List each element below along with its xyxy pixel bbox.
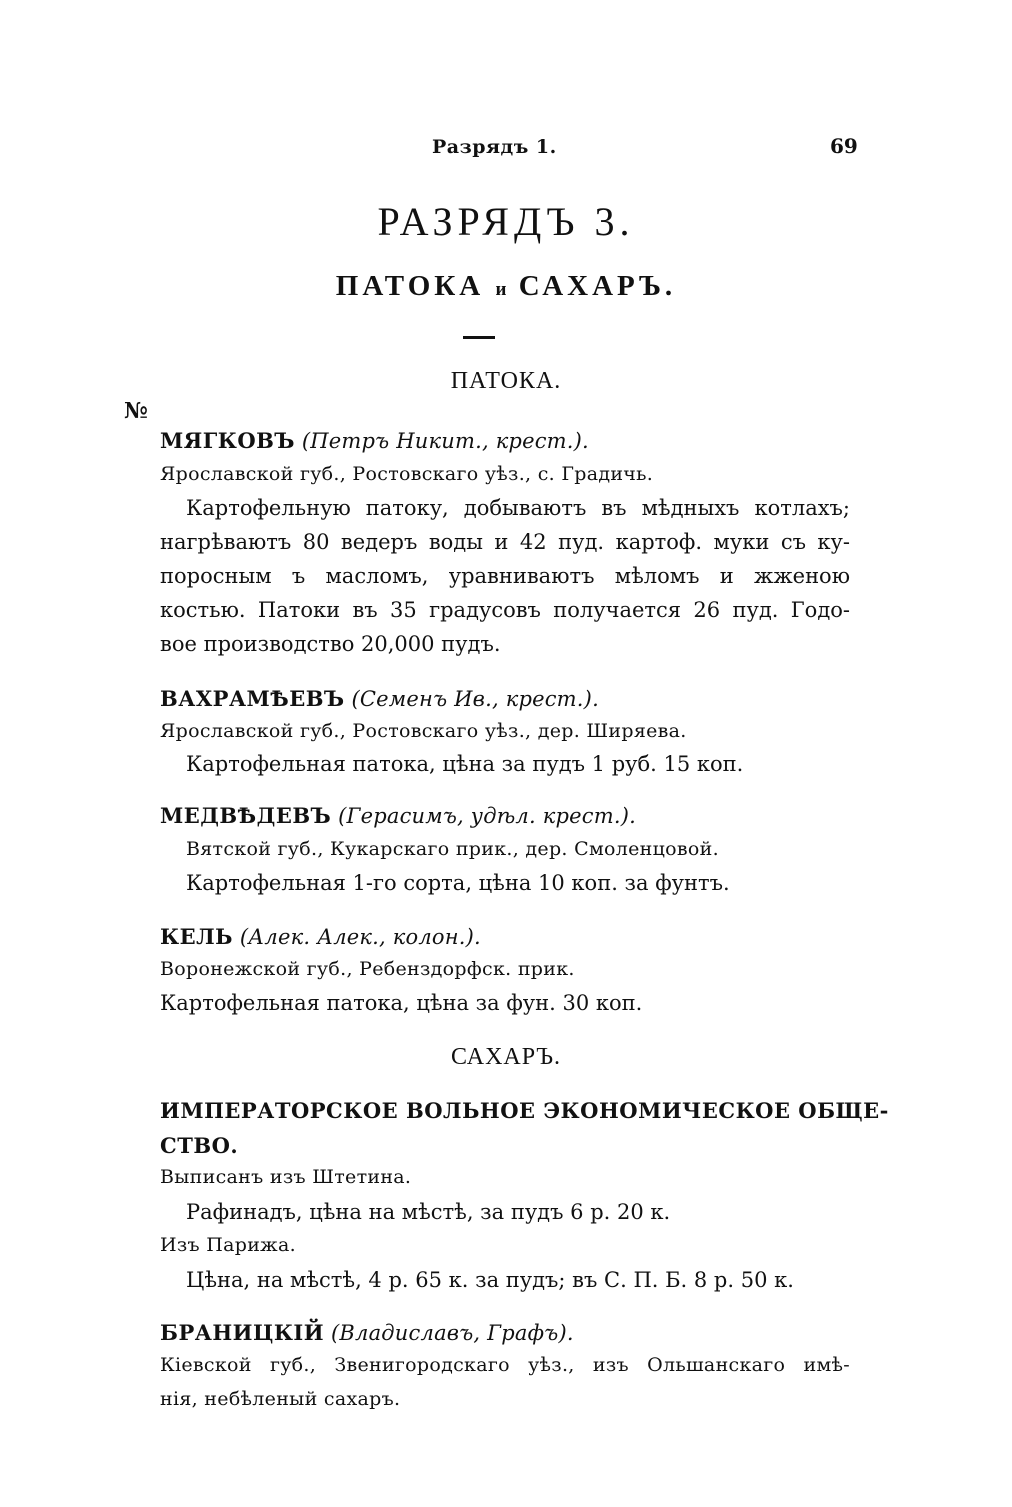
entry-location: Ярославской губ., Ростовскаго уѣз., дер. Ширяева. — [160, 720, 687, 742]
entry-location: нія, небѣленый сахаръ. — [160, 1388, 401, 1410]
entry-detail: (Петръ Никит., крест.). — [301, 429, 589, 453]
society-name-line-1: ИМПЕРАТОРСКОЕ ВОЛЬНОЕ ЭКОНОМИЧЕСКОЕ ОБЩЕ- — [160, 1098, 889, 1123]
entry-name-myagkov — [160, 428, 589, 453]
society-name-line-2: СТВО. — [160, 1133, 239, 1158]
description-line: костью. Патоки въ 35 градусовъ получается 26 пуд. Годо- — [160, 598, 850, 622]
entry-detail: (Алек. Алек., колон.). — [239, 925, 481, 949]
entry-surname: ВАХРАМѢЕВЪ — [160, 686, 345, 711]
section-subtitle — [0, 270, 1012, 303]
subtitle-word-1: ПАТОКА — [335, 270, 485, 302]
entry-name-medvedev — [160, 803, 636, 828]
entry-item: Цѣна, на мѣстѣ, 4 р. 65 к. за пудъ; въ С. П. Б. 8 р. 50 к. — [186, 1268, 794, 1292]
entry-name-society-line-2 — [160, 1133, 238, 1158]
entry-item: Рафинадъ, цѣна на мѣстѣ, за пудъ 6 р. 20 к. — [186, 1200, 671, 1224]
running-head: Разрядъ 1. — [432, 136, 557, 158]
entry-name-kel — [160, 924, 481, 949]
entry-source: Выписанъ изъ Штетина. — [160, 1166, 412, 1188]
description-line: поросным ъ масломъ, уравниваютъ мѣломъ и жженою — [160, 564, 850, 588]
entry-location: Кіевской губ., Звенигородскаго уѣз., изъ Ольшанскаго имѣ- — [160, 1354, 850, 1376]
entry-description: Картофельная патока, цѣна за пудъ 1 руб. 15 коп. — [186, 752, 744, 776]
entry-surname: МЯГКОВЪ — [160, 428, 295, 453]
section-title: РАЗРЯДЪ 3. — [377, 199, 635, 244]
subtitle-word-2: САХАРЪ. — [518, 270, 677, 302]
description-line: нагрѣваютъ 80 ведеръ воды и 42 пуд. картоф. муки съ ку- — [160, 530, 850, 554]
patoka-heading: ПАТОКА. — [450, 368, 562, 394]
entry-name-society — [160, 1098, 889, 1123]
description-line: вое производство 20,000 пудъ. — [160, 632, 501, 656]
entry-location: Вятской губ., Кукарскаго прик., дер. Смоленцовой. — [186, 838, 719, 860]
number-sign: № — [124, 398, 148, 424]
entry-detail: (Владиславъ, Графъ). — [330, 1321, 574, 1345]
page-number: 69 — [830, 134, 858, 158]
description-line: Картофельную патоку, добываютъ въ мѣдныхъ котлахъ; — [186, 496, 850, 520]
entry-surname: КЕЛЬ — [160, 924, 234, 949]
divider-dash — [463, 336, 495, 339]
entry-source: Изъ Парижа. — [160, 1234, 296, 1256]
subtitle-conjunction: и — [495, 279, 508, 300]
entry-name-branitsky — [160, 1320, 574, 1345]
entry-detail: (Герасимъ, удѣл. крест.). — [338, 804, 636, 828]
entry-surname: МЕДВѢДЕВЪ — [160, 803, 332, 828]
sakhar-heading: САХАРЪ. — [450, 1044, 562, 1070]
entry-description: Картофельная 1-го сорта, цѣна 10 коп. за фунтъ. — [186, 871, 730, 895]
entry-surname: БРАНИЦКІЙ — [160, 1320, 325, 1345]
entry-location: Воронежской губ., Ребенздорфск. прик. — [160, 958, 575, 980]
entry-name-vakhrameev — [160, 686, 599, 711]
entry-location: Ярославской губ., Ростовскаго уѣз., с. Градичь. — [160, 463, 654, 485]
entry-detail: (Семенъ Ив., крест.). — [351, 687, 599, 711]
entry-description: Картофельная патока, цѣна за фун. 30 коп. — [160, 991, 643, 1015]
